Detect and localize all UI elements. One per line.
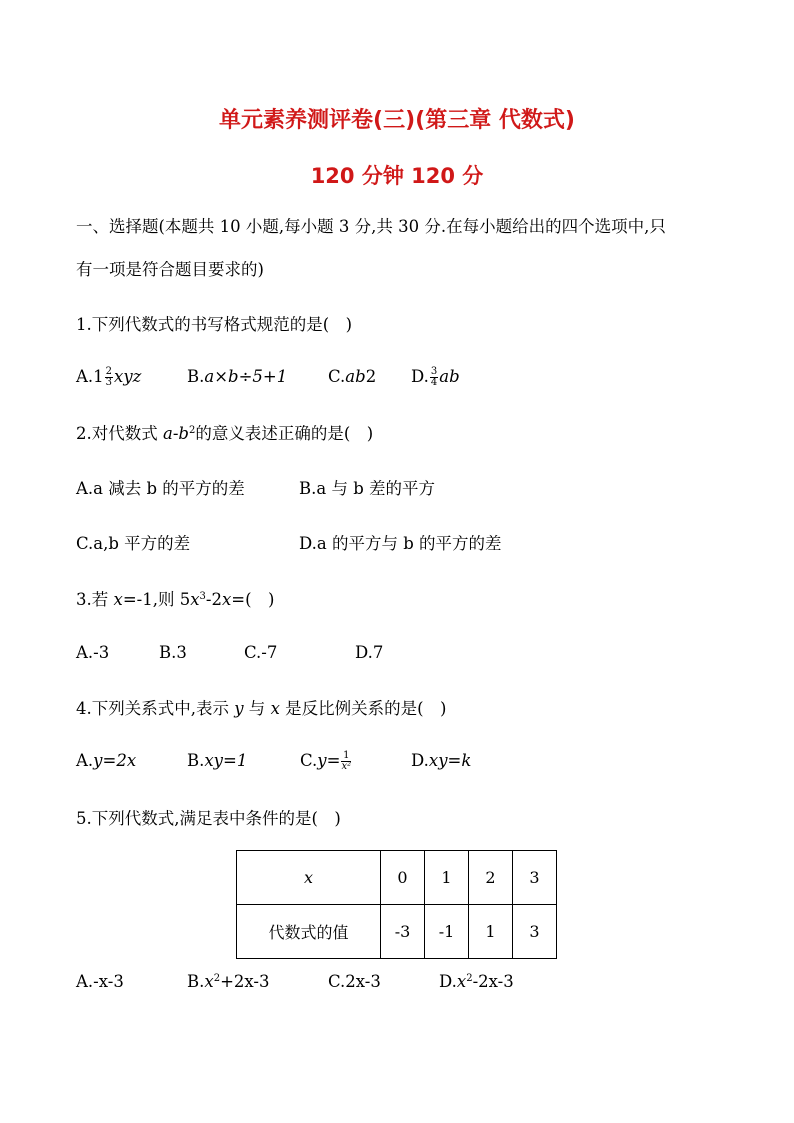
q4-stem-y: y bbox=[234, 699, 244, 718]
question-1-option-b bbox=[187, 367, 287, 387]
question-4-option-c bbox=[300, 751, 352, 772]
q5-d-rest: -2x-3 bbox=[472, 972, 514, 991]
question-3-option-c: C.-7 bbox=[244, 643, 278, 662]
question-3-stem bbox=[76, 590, 274, 610]
q3-stem-x: x bbox=[113, 590, 123, 609]
question-5-option-a: A.-x-3 bbox=[76, 972, 124, 991]
q5-b-x: x bbox=[204, 972, 214, 991]
q3-stem-exponent: 3 bbox=[199, 591, 206, 602]
q4-b-expression: xy=1 bbox=[204, 751, 248, 770]
q4-a-prefix: A. bbox=[76, 751, 94, 770]
q2-stem-prefix: 2.对代数式 bbox=[76, 424, 163, 443]
question-2-option-c: C.a,b 平方的差 bbox=[76, 534, 191, 553]
q3-stem-x2: x bbox=[190, 590, 200, 609]
section-heading-line-2: 有一项是符合题目要求的) bbox=[76, 260, 264, 279]
q4-c-fraction bbox=[341, 751, 351, 772]
question-4-option-a bbox=[76, 751, 136, 771]
question-2-option-d: D.a 的平方与 b 的平方的差 bbox=[299, 534, 502, 553]
q5-b-rest: +2x-3 bbox=[220, 972, 270, 991]
q2-stem-a: a bbox=[163, 424, 173, 443]
page-subtitle: 120 分钟 120 分 bbox=[310, 164, 484, 188]
q4-d-prefix: D. bbox=[411, 751, 429, 770]
q4-stem-suffix: 是反比例关系的是( ) bbox=[279, 699, 447, 718]
q5-b-prefix: B. bbox=[187, 972, 205, 991]
question-2-stem bbox=[76, 424, 373, 444]
q3-stem-mid2: -2 bbox=[205, 590, 222, 609]
q1-d-prefix: D. bbox=[411, 367, 429, 386]
question-4-option-b bbox=[187, 751, 247, 771]
table-row-label: 代数式的值 bbox=[237, 905, 381, 959]
q3-stem-x3: x bbox=[221, 590, 232, 609]
table-cell: -1 bbox=[425, 905, 469, 959]
q5-d-x: x bbox=[456, 972, 467, 991]
question-2-option-b: B.a 与 b 差的平方 bbox=[299, 479, 436, 498]
table-cell: -3 bbox=[381, 905, 425, 959]
question-5-stem: 5.下列代数式,满足表中条件的是( ) bbox=[76, 809, 341, 828]
question-1-option-a bbox=[76, 367, 141, 388]
q1-b-expression: a×b÷5+1 bbox=[204, 367, 288, 386]
q4-b-prefix: B. bbox=[187, 751, 205, 770]
table-header-cell: 3 bbox=[513, 851, 557, 905]
q1-a-variables: xyz bbox=[114, 367, 142, 386]
q1-a-numerator: 2 bbox=[105, 366, 113, 377]
q4-c-lhs: y= bbox=[317, 751, 341, 770]
table-cell: 1 bbox=[469, 905, 513, 959]
question-1-option-d bbox=[411, 367, 460, 388]
q2-stem-exponent: 2 bbox=[188, 425, 196, 436]
q4-stem-prefix: 4.下列关系式中,表示 bbox=[76, 699, 235, 718]
table-cell: 3 bbox=[513, 905, 557, 959]
question-5-option-d bbox=[439, 972, 514, 992]
q1-d-numerator: 3 bbox=[430, 366, 438, 377]
question-1-option-c bbox=[328, 367, 376, 387]
page-title: 单元素养测评卷(三)(第三章 代数式) bbox=[219, 108, 575, 133]
condition-table bbox=[236, 850, 557, 959]
question-2-option-a: A.a 减去 b 的平方的差 bbox=[76, 479, 245, 498]
q5-d-exponent: 2 bbox=[466, 973, 473, 984]
q5-d-prefix: D. bbox=[439, 972, 457, 991]
q4-c-prefix: C. bbox=[300, 751, 318, 770]
q1-c-prefix: C. bbox=[328, 367, 346, 386]
q3-stem-suffix: =( ) bbox=[231, 590, 275, 609]
q3-stem-prefix: 3.若 bbox=[76, 590, 114, 609]
table-header-cell: 1 bbox=[425, 851, 469, 905]
section-heading-line-1: 一、选择题(本题共 10 小题,每小题 3 分,共 30 分.在每小题给出的四个选项中,只 bbox=[76, 217, 666, 236]
table-header-cell: 0 bbox=[381, 851, 425, 905]
table-header-cell: 2 bbox=[469, 851, 513, 905]
table-header-cell bbox=[237, 851, 381, 905]
q2-stem-b: b bbox=[178, 424, 189, 443]
table-header-x: x bbox=[303, 868, 314, 887]
question-5-option-c: C.2x-3 bbox=[328, 972, 381, 991]
question-5-option-b bbox=[187, 972, 269, 992]
q1-b-prefix: B. bbox=[187, 367, 205, 386]
q4-d-expression: xy=k bbox=[428, 751, 472, 770]
question-3-option-a: A.-3 bbox=[76, 643, 110, 662]
q2-stem-minus: - bbox=[172, 424, 179, 443]
question-3-option-b: B.3 bbox=[159, 643, 187, 662]
table-header-row bbox=[237, 851, 557, 905]
q2-stem-suffix: 的意义表述正确的是( ) bbox=[195, 424, 374, 443]
q1-a-fraction bbox=[105, 367, 113, 388]
q4-stem-mid: 与 bbox=[243, 699, 271, 718]
question-4-option-d bbox=[411, 751, 471, 771]
q1-c-suffix: 2 bbox=[365, 367, 377, 386]
q1-a-prefix: A.1 bbox=[76, 367, 104, 386]
question-3-option-d: D.7 bbox=[355, 643, 384, 662]
q4-c-denominator: x² bbox=[341, 761, 352, 772]
q1-d-denominator: 4 bbox=[430, 377, 438, 388]
q4-a-expression: y=2x bbox=[93, 751, 137, 770]
q4-stem-x: x bbox=[270, 699, 280, 718]
table-row bbox=[237, 905, 557, 959]
q4-c-numerator: 1 bbox=[343, 750, 350, 761]
q1-a-denominator: 3 bbox=[105, 377, 113, 388]
q1-d-variables: ab bbox=[439, 367, 460, 386]
question-4-stem bbox=[76, 699, 447, 719]
question-1-stem: 1.下列代数式的书写格式规范的是( ) bbox=[76, 315, 353, 334]
q1-d-fraction bbox=[430, 367, 438, 388]
q3-stem-mid: =-1,则 5 bbox=[122, 590, 191, 609]
q1-c-variables: ab bbox=[345, 367, 366, 386]
q5-b-exponent: 2 bbox=[213, 973, 221, 984]
